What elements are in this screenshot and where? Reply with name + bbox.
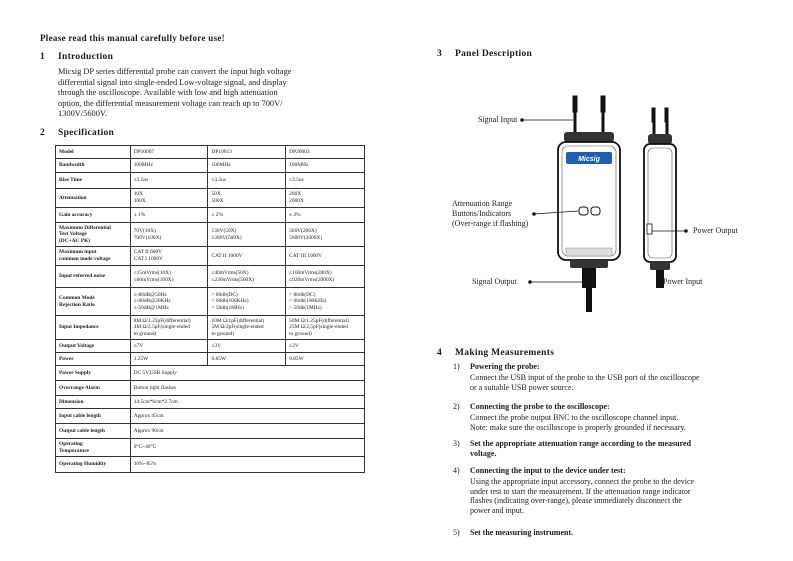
spec-value-line: ≤7V <box>133 342 144 349</box>
spec-row <box>56 409 365 424</box>
spec-row <box>56 439 365 457</box>
spec-row-label <box>56 146 131 159</box>
spec-value <box>286 208 365 223</box>
spec-value-line: ≤3.5ns <box>289 177 304 184</box>
spec-value-line: 25M Ω/2.5pF(single-ended <box>289 324 348 331</box>
leader-dot <box>685 230 688 233</box>
leader-dot <box>657 281 660 284</box>
step-line: power and input. <box>470 505 524 515</box>
step-description <box>470 477 770 515</box>
side-cable-left <box>653 120 655 134</box>
step-number: 5) <box>453 528 460 537</box>
spec-value-line: > 50db(1MHz) <box>211 304 245 311</box>
spec-value <box>208 173 286 189</box>
step-description <box>470 413 770 432</box>
spec-row-label <box>56 288 131 316</box>
spec-label-line: Model <box>59 148 74 155</box>
spec-value-line: ≤3V <box>211 342 222 349</box>
spec-label-line: (DC+AC PK) <box>59 237 91 244</box>
label-attenuation-line: (Over-range if flashing) <box>452 219 529 228</box>
intro-line: differential signal into single-ended Low-voltage signal, and display <box>58 77 287 87</box>
section-title-text: Specification <box>58 128 115 138</box>
side-cable-right <box>666 120 668 134</box>
spec-value-line: > 60db(100KHz) <box>289 298 327 305</box>
spec-row <box>56 340 365 353</box>
spec-value <box>208 316 286 340</box>
spec-value-line: ≤3.5ns <box>211 177 226 184</box>
label-attenuation-line: Attenuation Range <box>452 199 513 208</box>
spec-value-line: ≤3.5ns <box>133 177 149 184</box>
spec-value-line: 0.85W <box>211 355 227 362</box>
intro-line: Micsig DP series differential probe can convert the input high voltage <box>58 67 292 76</box>
spec-value <box>130 173 208 189</box>
spec-row-label <box>56 173 131 189</box>
spec-label-line: Dimension <box>59 398 84 405</box>
spec-label-line: Common Mode <box>59 294 95 301</box>
spec-value <box>130 316 208 340</box>
spec-value-line: ≤3V <box>289 342 299 349</box>
introduction-paragraph <box>58 67 358 120</box>
spec-row-label <box>56 159 131 173</box>
spec-row <box>56 457 365 473</box>
spec-value <box>286 189 365 208</box>
spec-value-line: 5M Ω/2pF(single-ended <box>211 324 264 331</box>
step-line: Connect the USB input of the probe to the USB port of the oscilloscope <box>470 373 700 382</box>
spec-row <box>56 173 365 189</box>
spec-value <box>130 424 364 439</box>
spec-label-line: Gain accuracy <box>59 211 93 218</box>
spec-value-line: DP20003 <box>289 148 310 155</box>
spec-label-line: Test Voltage <box>59 231 87 238</box>
spec-value-line: 130V(50X) <box>211 227 237 234</box>
section-measurements-title <box>437 348 554 358</box>
spec-value-line: ± 2% <box>289 211 301 218</box>
spec-row <box>56 396 365 409</box>
probe-front-view <box>558 132 620 312</box>
spec-label-line: Maximum Differential <box>59 224 111 231</box>
spec-label-line: Maximum input <box>59 249 97 256</box>
spec-label-line: Operating <box>59 440 83 447</box>
spec-value-line: > 80db(DC) <box>289 291 316 298</box>
spec-row-label <box>56 381 131 396</box>
spec-label-line: Temperature <box>59 447 89 454</box>
input-cable-right <box>602 110 604 132</box>
front-top-cap <box>564 132 614 142</box>
label-attenuation-line: Buttons/Indicators <box>452 209 512 218</box>
spec-row <box>56 288 365 316</box>
spec-value-line: DC 5V,USB Supply <box>133 369 177 376</box>
section-panel-title <box>437 49 532 59</box>
section-specification-title <box>40 128 114 138</box>
spec-value-line: 0°C~40°C <box>133 444 157 451</box>
label-signal-input: Signal Input <box>478 115 518 124</box>
spec-value-line: > 50db(1MHz) <box>289 304 322 311</box>
spec-value-line: CAT II 600V <box>133 249 163 256</box>
spec-value <box>130 366 364 381</box>
spec-value <box>286 159 365 173</box>
spec-value-line: 100MHz <box>289 162 309 169</box>
spec-row-label <box>56 316 131 340</box>
spec-value-line: > 60db(100KHz) <box>211 298 249 305</box>
spec-value <box>130 396 364 409</box>
spec-value-line: DP10013 <box>211 148 232 155</box>
step-line: under test to start the measurement. If the attenuation range indicator <box>470 486 691 496</box>
spec-value <box>130 288 208 316</box>
spec-value-line: 100MHz <box>133 162 153 169</box>
spec-label-line: Power Supply <box>59 369 92 376</box>
spec-row <box>56 247 365 266</box>
spec-value <box>130 247 208 266</box>
spec-value-line: ≤60mVrms(100X) <box>133 276 174 283</box>
label-power-input: Power Input <box>663 277 703 286</box>
spec-value-line: ± 1% <box>133 211 146 218</box>
spec-value <box>130 457 364 473</box>
intro-line: option, the differential measurement voltage can reach up to 700V/ <box>58 98 283 108</box>
spec-label-line: Rise Time <box>59 177 83 184</box>
spec-value <box>130 189 208 208</box>
spec-value-line: to ground) <box>133 330 157 337</box>
spec-row <box>56 353 365 366</box>
spec-value-line: 5600V(2000X) <box>289 234 323 241</box>
spec-value <box>286 223 365 247</box>
step-title: Set the appropriate attenuation range according to the measured <box>470 439 692 448</box>
brand-text: Micsig <box>578 156 600 163</box>
spec-value <box>286 288 365 316</box>
page-header: Please read this manual carefully before use! <box>40 33 225 43</box>
spec-value <box>208 247 286 266</box>
spec-label-line: Attenuation <box>59 194 87 201</box>
spec-value <box>286 266 365 288</box>
spec-row <box>56 316 365 340</box>
step-title-continued: voltage. <box>470 449 497 458</box>
intro-line: through the oscilloscope. Available with low and high attenuation <box>58 88 278 98</box>
spec-value-line: ≤40mVrms(50X) <box>211 269 249 276</box>
step-line: flashes (indicating over-range), please immediately disconnect the <box>470 496 682 506</box>
label-signal-output: Signal Output <box>472 277 517 286</box>
spec-value <box>208 223 286 247</box>
label-power-output: Power Output <box>693 226 738 235</box>
spec-value <box>130 159 208 173</box>
step-number: 3) <box>453 439 460 448</box>
spec-value <box>286 353 365 366</box>
spec-value <box>286 340 365 353</box>
spec-value <box>130 146 208 159</box>
step-title: Set the measuring instrument. <box>470 528 574 537</box>
spec-row <box>56 366 365 381</box>
side-top-cap <box>648 134 672 144</box>
spec-value-line: 100X <box>133 198 146 204</box>
spec-value-line: CAT II 1000V <box>211 252 243 259</box>
spec-value-line: 10M Ω/1pF(differential) <box>211 317 265 324</box>
section-introduction-title <box>40 52 113 62</box>
spec-value-line: 2000X <box>289 198 304 204</box>
spec-label-line: common mode voltage <box>59 256 111 262</box>
spec-value-line: ≤920mVrms(2000X) <box>289 276 335 283</box>
spec-value-line: 8M Ω/1.25pF(differential) <box>133 317 191 324</box>
spec-row-label <box>56 424 131 439</box>
spec-row-label <box>56 266 131 288</box>
spec-value-line: 50M Ω/1.25pF(differential) <box>289 317 349 324</box>
intro-line: 1300V/5600V. <box>58 109 107 119</box>
spec-value <box>130 409 364 424</box>
input-cable-left <box>574 110 576 132</box>
spec-value <box>208 288 286 316</box>
spec-value-line: 70V(10X) <box>133 227 156 234</box>
spec-value-line: 700V(100X) <box>133 234 162 241</box>
spec-label-line: Power <box>59 355 74 362</box>
spec-value-line: Approx 90cm <box>133 427 164 434</box>
spec-label-line: Output Voltage <box>59 342 95 349</box>
spec-value <box>208 189 286 208</box>
specification-table <box>55 145 365 473</box>
panel-diagram <box>440 90 780 320</box>
spec-row-label <box>56 247 131 266</box>
spec-value-line: ≤-60dB@20KHz <box>133 298 171 305</box>
spec-value-line: 10%~85% <box>133 461 157 468</box>
spec-value-line: 1300V(500X) <box>211 234 242 241</box>
side-bottom-cap <box>650 262 670 270</box>
spec-value <box>208 353 286 366</box>
spec-value-line: 10X <box>133 191 144 198</box>
spec-row <box>56 381 365 396</box>
spec-value-line: 1.25W <box>133 355 149 362</box>
spec-label-line: Input cable length <box>59 412 101 419</box>
step-title: Connecting the probe to the oscilloscope: <box>470 402 610 411</box>
spec-row-label <box>56 409 131 424</box>
section-number: 4 <box>437 348 443 358</box>
section-title-text: Panel Description <box>455 49 533 59</box>
spec-value-line: Button light flashes <box>133 384 176 391</box>
spec-value-line: 50X <box>211 191 221 198</box>
spec-value <box>208 146 286 159</box>
step-line: Using the appropriate input accessory, connect the probe to the device <box>470 477 695 486</box>
spec-value <box>286 173 365 189</box>
spec-value-line: to ground) <box>289 330 312 337</box>
spec-value-line: ≤160mVrms(200X) <box>289 269 332 276</box>
spec-row-label <box>56 439 131 457</box>
label-strip <box>566 248 612 256</box>
attenuation-button-2 <box>591 207 600 215</box>
front-bottom-cap <box>570 260 608 268</box>
spec-row <box>56 208 365 223</box>
spec-value-line: ± 2% <box>211 211 223 218</box>
spec-value-line: 4M Ω/2.5pF(single-ended <box>133 324 190 331</box>
spec-value <box>208 340 286 353</box>
section-number: 3 <box>437 49 443 59</box>
spec-value-line: 14.5cm*6cm*2.7cm <box>133 398 178 405</box>
spec-row <box>56 189 365 208</box>
attenuation-button-1 <box>579 207 588 215</box>
spec-value-line: to ground) <box>211 330 235 337</box>
spec-value-line: 100MHz <box>211 162 231 169</box>
spec-value-line: ≤230mVrms(500X) <box>211 276 254 283</box>
spec-value-line: ≤15mVrms(10X) <box>133 269 171 276</box>
spec-label-line: Bandwidth <box>59 162 85 169</box>
input-cables <box>573 96 668 134</box>
spec-row-label <box>56 457 131 473</box>
step-line: or a suitable USB power source. <box>470 382 574 392</box>
leader-dot <box>529 281 532 284</box>
step-number: 2) <box>453 402 460 411</box>
spec-label-line: Overrange Alarm <box>59 384 100 391</box>
spec-row-label <box>56 189 131 208</box>
spec-value <box>130 223 208 247</box>
spec-value <box>130 353 208 366</box>
step-number: 4) <box>453 466 460 475</box>
spec-row-label <box>56 353 131 366</box>
leader-dot <box>521 119 524 122</box>
spec-value-line: CAT I 1000V <box>133 256 163 262</box>
spec-row-label <box>56 208 131 223</box>
spec-row <box>56 266 365 288</box>
spec-value <box>208 266 286 288</box>
spec-value <box>286 316 365 340</box>
spec-value-line: ≤-50dB@1MHz <box>133 304 169 311</box>
spec-value-line: 560V(200X) <box>289 227 317 234</box>
step-line: Connect the probe output BNC to the oscilloscope channel input. <box>470 413 679 422</box>
probe-side-view <box>644 134 676 288</box>
output-cable-end <box>586 288 592 312</box>
section-title-text: Introduction <box>58 52 114 62</box>
spec-label-line: Operating Humidity <box>59 461 107 468</box>
spec-row-label <box>56 340 131 353</box>
spec-value-line: 200X <box>289 191 302 198</box>
spec-value <box>130 266 208 288</box>
spec-value-line: 0.85W <box>289 355 304 362</box>
spec-row <box>56 223 365 247</box>
spec-row-label <box>56 366 131 381</box>
spec-value <box>286 146 365 159</box>
spec-row <box>56 146 365 159</box>
spec-value-line: Approx 45cm <box>133 412 164 419</box>
spec-value-line: DP10007 <box>133 148 155 155</box>
output-cable <box>582 268 596 288</box>
spec-value <box>130 340 208 353</box>
spec-value <box>130 208 208 223</box>
spec-value <box>208 159 286 173</box>
spec-row <box>56 159 365 173</box>
spec-value-line: 500X <box>211 198 224 204</box>
spec-label-line: Input Impedance <box>59 324 99 331</box>
section-number: 1 <box>40 52 46 62</box>
spec-value <box>208 208 286 223</box>
spec-label-line: Output cable length <box>59 427 105 434</box>
section-number: 2 <box>40 128 46 138</box>
power-output-port <box>647 224 652 234</box>
section-title-text: Making Measurements <box>455 348 555 358</box>
label-attenuation <box>452 199 528 229</box>
spec-value <box>130 381 364 396</box>
step-title: Powering the probe: <box>470 362 540 371</box>
spec-value-line: CAT III 1000V <box>289 252 323 259</box>
spec-row-label <box>56 396 131 409</box>
step-title: Connecting the input to the device under test: <box>470 466 626 475</box>
spec-row <box>56 424 365 439</box>
spec-value-line: > 80db(DC) <box>211 291 238 298</box>
leader-dot <box>533 213 536 216</box>
step-description <box>470 373 770 392</box>
spec-value <box>286 247 365 266</box>
spec-row-label <box>56 223 131 247</box>
spec-value-line: ≤-80dB@50Hz <box>133 291 167 298</box>
spec-value <box>130 439 364 457</box>
spec-label-line: Input referred noise <box>59 273 106 280</box>
step-number: 1) <box>453 362 460 371</box>
step-line: Note: make sure the oscilloscope is properly grounded if necessary. <box>470 422 686 432</box>
side-body <box>644 144 676 262</box>
spec-label-line: Rejection Ratio <box>59 301 95 308</box>
